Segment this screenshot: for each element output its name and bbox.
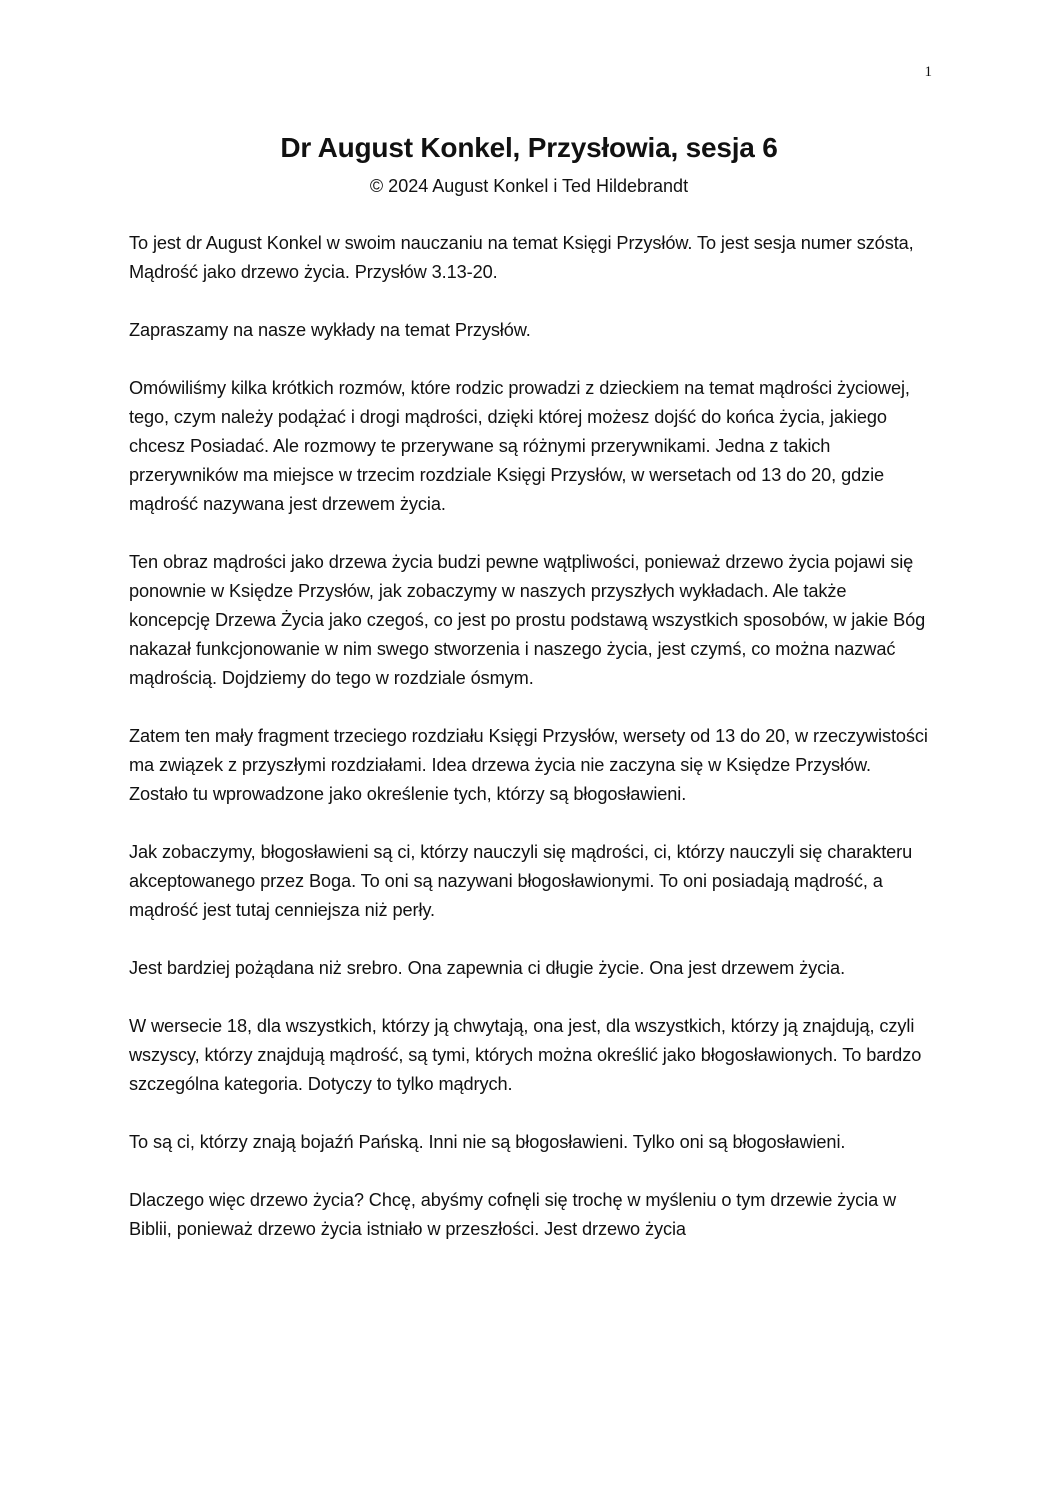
paragraph: Ten obraz mądrości jako drzewa życia budzi pewne wątpliwości, ponieważ drzewo życia pojawi się ponownie w Księdze Przysłów, jak zobaczymy w naszych przyszłych wykładach. Ale także koncepcję Drzewa Życia jako czegoś, co jest po prostu podstawą wszystkich sposobów, w jakie Bóg nakazał funkcjonowanie w nim swego stworzenia i naszego życia, jest czymś, co można nazwać mądrością. Dojdziemy do tego w rozdziale ósmym. bbox=[129, 552, 926, 688]
paragraph: To jest dr August Konkel w swoim nauczaniu na temat Księgi Przysłów. To jest sesja numer szósta, Mądrość jako drzewo życia. Przysłów 3.13-20. bbox=[129, 233, 914, 282]
copyright-line: © 2024 August Konkel i Ted Hildebrandt bbox=[369, 176, 689, 196]
paragraph: To są ci, którzy znają bojaźń Pańską. Inni nie są błogosławieni. Tylko oni są błogosławieni. bbox=[129, 1132, 846, 1152]
paragraph: Zatem ten mały fragment trzeciego rozdziału Księgi Przysłów, wersety od 13 do 20, w rzeczywistości ma związek z przyszłymi rozdziałami. Idea drzewa życia nie zaczyna się w Księdze Przysłów. Zostało tu wprowadzone jako określenie tych, którzy są błogosławieni. bbox=[129, 726, 928, 804]
page-number: 1 bbox=[924, 64, 932, 80]
paragraph: Omówiliśmy kilka krótkich rozmów, które rodzic prowadzi z dzieckiem na temat mądrości życiowej, tego, czym należy podążać i drogi mądrości, dzięki której możesz dojść do końca życia, jakiego chcesz Posiadać. Ale rozmowy te przerywane są różnymi przerywnikami. Jedna z takich przerywników ma miejsce w trzecim rozdziale Księgi Przysłów, w wersetach od 13 do 20, gdzie mądrość nazywana jest drzewem życia. bbox=[129, 378, 910, 514]
paragraph: Dlaczego więc drzewo życia? Chcę, abyśmy cofnęli się trochę w myśleniu o tym drzewie życia w Biblii, ponieważ drzewo życia istniało w przeszłości. Jest drzewo życia bbox=[129, 1190, 897, 1239]
document-body bbox=[129, 229, 929, 1273]
paragraph: W wersecie 18, dla wszystkich, którzy ją chwytają, ona jest, dla wszystkich, którzy ją znajdują, czyli wszyscy, którzy znajdują mądrość, są tymi, których można określić jako błogosławionych. To bardzo szczególna kategoria. Dotyczy to tylko mądrych. bbox=[129, 1016, 922, 1094]
paragraph: Zapraszamy na nasze wykłady na temat Przysłów. bbox=[129, 320, 531, 340]
document-title: Dr August Konkel, Przysłowia, sesja 6 bbox=[280, 132, 778, 163]
paragraph: Jak zobaczymy, błogosławieni są ci, którzy nauczyli się mądrości, ci, którzy nauczyli się charakteru akceptowanego przez Boga. To oni są nazywani błogosławionymi. To oni posiadają mądrość, a mądrość jest tutaj cenniejsza niż perły. bbox=[129, 842, 913, 920]
paragraph: Jest bardziej pożądana niż srebro. Ona zapewnia ci długie życie. Ona jest drzewem życia. bbox=[129, 958, 846, 978]
